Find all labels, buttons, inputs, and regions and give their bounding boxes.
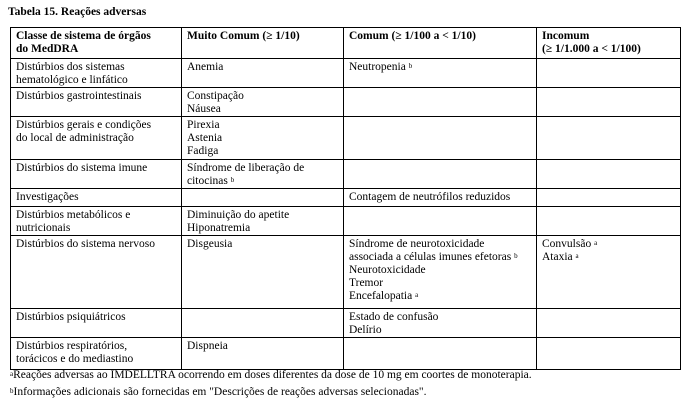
organ-class-line — [16, 90, 176, 103]
organ-class-text: do local de administração — [16, 132, 134, 144]
reaction-text: Anemia — [187, 61, 224, 73]
reaction-item — [349, 277, 531, 290]
table-title: Tabela 15. Reações adversas — [8, 6, 147, 18]
cell-uncommon — [537, 189, 681, 207]
header-line: (≥ 1/1.000 a < 1/100) — [542, 43, 641, 55]
header-line: Muito Comum (≥ 1/10) — [187, 30, 300, 42]
reaction-item — [187, 340, 338, 353]
reaction-item — [349, 251, 531, 264]
reaction-item — [349, 238, 531, 251]
reaction-text: associada a células imunes efetoras — [349, 251, 512, 263]
footnote-text: Informações adicionais são fornecidas em "Descrições de reações adversas selecionadas". — [13, 386, 427, 398]
cell-very-common — [182, 189, 344, 207]
reaction-text: Delírio — [349, 324, 382, 336]
organ-class-line — [16, 132, 176, 145]
organ-class-text: Distúrbios dos sistemas — [16, 61, 125, 73]
reaction-item — [349, 311, 531, 324]
reaction-item — [542, 238, 675, 251]
reaction-text: Diminuição do apetite — [187, 209, 290, 221]
footnote-mark: a — [10, 370, 14, 378]
reaction-text: Disgeusia — [187, 238, 233, 250]
cell-system-organ-class — [11, 88, 182, 117]
cell-system-organ-class — [11, 189, 182, 207]
footnote-ref: b — [514, 252, 518, 260]
cell-common — [344, 88, 537, 117]
table-row — [11, 338, 681, 370]
reaction-item — [187, 103, 338, 116]
cell-common — [344, 338, 537, 370]
table-row — [11, 160, 681, 189]
cell-uncommon — [537, 338, 681, 370]
cell-uncommon — [537, 309, 681, 338]
cell-common — [344, 117, 537, 160]
reaction-item — [349, 61, 531, 74]
table-header-row — [11, 28, 681, 59]
reaction-text: Síndrome de neurotoxicidade — [349, 238, 485, 250]
cell-common — [344, 160, 537, 189]
organ-class-line — [16, 162, 176, 175]
reaction-text: Pirexia — [187, 119, 220, 131]
reaction-text: Neurotoxicidade — [349, 264, 426, 276]
cell-uncommon — [537, 117, 681, 160]
footnote-mark: b — [10, 387, 14, 395]
cell-system-organ-class — [11, 117, 182, 160]
reaction-item — [187, 145, 338, 158]
organ-class-text: Investigações — [16, 191, 79, 203]
reaction-text: Náusea — [187, 103, 221, 115]
reaction-item — [187, 119, 338, 132]
table-row — [11, 88, 681, 117]
organ-class-line — [16, 61, 176, 74]
organ-class-text: Distúrbios do sistema imune — [16, 162, 148, 174]
organ-class-line — [16, 222, 176, 235]
table-row — [11, 189, 681, 207]
cell-uncommon — [537, 236, 681, 309]
cell-common — [344, 189, 537, 207]
organ-class-text: Distúrbios metabólicos e — [16, 209, 131, 221]
cell-system-organ-class — [11, 207, 182, 236]
footnote-a — [10, 367, 532, 384]
header-line: Incomum — [542, 30, 590, 42]
organ-class-line — [16, 238, 176, 251]
reaction-item — [187, 175, 338, 188]
organ-class-text: nutricionais — [16, 222, 71, 234]
reaction-text: Ataxia — [542, 251, 573, 263]
footnote-ref: b — [408, 62, 413, 70]
organ-class-line — [16, 353, 176, 366]
cell-very-common — [182, 207, 344, 236]
reaction-item — [349, 324, 531, 337]
cell-very-common — [182, 236, 344, 309]
cell-system-organ-class — [11, 59, 182, 88]
header-very-common — [182, 28, 344, 59]
organ-class-line — [16, 191, 176, 204]
reaction-text: Tremor — [349, 277, 384, 289]
reaction-text: Constipação — [187, 90, 244, 102]
organ-class-text: Distúrbios gerais e condições — [16, 119, 152, 131]
reaction-text: Fadiga — [187, 145, 219, 157]
table-row — [11, 59, 681, 88]
reaction-text: Convulsão — [542, 238, 592, 250]
adverse-reactions-table — [10, 27, 681, 370]
reaction-item — [542, 251, 675, 264]
footnote-ref: a — [594, 239, 598, 247]
cell-very-common — [182, 59, 344, 88]
cell-system-organ-class — [11, 160, 182, 189]
table-row — [11, 117, 681, 160]
organ-class-line — [16, 340, 176, 353]
organ-class-text: Distúrbios do sistema nervoso — [16, 238, 155, 250]
header-line: do MedDRA — [16, 43, 79, 55]
organ-class-text: Distúrbios gastrointestinais — [16, 90, 142, 102]
header-uncommon — [537, 28, 681, 59]
cell-uncommon — [537, 160, 681, 189]
reaction-text: Dispneia — [187, 340, 228, 352]
header-system-organ-class — [11, 28, 182, 59]
reaction-item — [187, 162, 338, 175]
cell-common — [344, 309, 537, 338]
reaction-item — [349, 290, 531, 303]
table-row — [11, 207, 681, 236]
cell-uncommon — [537, 207, 681, 236]
footnote-text: Reações adversas ao IMDELLTRA ocorrendo em doses diferentes da dose de 10 mg em coortes de monoterapia. — [13, 369, 532, 381]
cell-very-common — [182, 160, 344, 189]
reaction-text: Hiponatremia — [187, 222, 251, 234]
header-line: Comum (≥ 1/100 a < 1/10) — [349, 30, 476, 42]
cell-very-common — [182, 338, 344, 370]
reaction-item — [349, 264, 531, 277]
reaction-text: Síndrome de liberação de — [187, 162, 305, 174]
reaction-text: Astenia — [187, 132, 223, 144]
header-common — [344, 28, 537, 59]
cell-very-common — [182, 309, 344, 338]
cell-system-organ-class — [11, 338, 182, 370]
header-line: Classe de sistema de órgãos — [16, 30, 151, 42]
organ-class-line — [16, 311, 176, 324]
reaction-item — [187, 238, 338, 251]
reaction-text: Neutropenia — [349, 61, 406, 73]
organ-class-text: Distúrbios psiquiátricos — [16, 311, 126, 323]
reaction-item — [187, 222, 338, 235]
organ-class-text: hematológico e linfático — [16, 74, 128, 86]
reaction-item — [187, 209, 338, 222]
cell-system-organ-class — [11, 309, 182, 338]
cell-very-common — [182, 117, 344, 160]
reaction-item — [187, 90, 338, 103]
footnote-ref: a — [415, 291, 419, 299]
cell-uncommon — [537, 88, 681, 117]
cell-common — [344, 59, 537, 88]
cell-common — [344, 236, 537, 309]
footnote-ref: b — [230, 176, 235, 184]
organ-class-line — [16, 119, 176, 132]
reaction-item — [187, 132, 338, 145]
footnote-ref: a — [575, 252, 579, 260]
organ-class-text: Distúrbios respiratórios, — [16, 340, 128, 352]
cell-very-common — [182, 88, 344, 117]
reaction-text: Contagem de neutrófilos reduzidos — [349, 191, 511, 203]
footnotes — [10, 367, 532, 401]
table-row — [11, 236, 681, 309]
cell-uncommon — [537, 59, 681, 88]
footnote-b — [10, 384, 532, 401]
organ-class-line — [16, 209, 176, 222]
reaction-text: citocinas — [187, 175, 228, 187]
reaction-item — [349, 191, 531, 204]
reaction-text: Encefalopatia — [349, 290, 413, 302]
reaction-text: Estado de confusão — [349, 311, 439, 323]
cell-common — [344, 207, 537, 236]
cell-system-organ-class — [11, 236, 182, 309]
organ-class-line — [16, 74, 176, 87]
table-row — [11, 309, 681, 338]
organ-class-text: torácicos e do mediastino — [16, 353, 134, 365]
reaction-item — [187, 61, 338, 74]
